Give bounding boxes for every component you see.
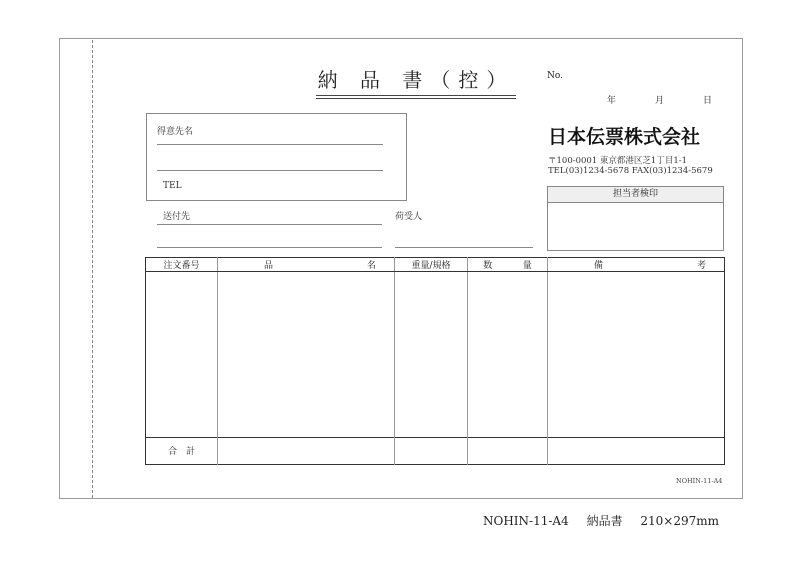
date-year-label: 年 — [607, 96, 617, 106]
total-remarks-cell — [548, 437, 725, 464]
table-total-row — [146, 437, 725, 464]
header-item-b: 名 — [366, 261, 376, 272]
seal-box — [547, 186, 724, 251]
remarks-cell[interactable] — [548, 272, 725, 438]
company-phone-fax: TEL(03)1234-5678 FAX(03)1234-5679 — [548, 166, 713, 176]
header-remarks — [548, 258, 725, 272]
caption-name: 納品書 — [586, 514, 623, 528]
items-table — [145, 257, 725, 465]
company-name: 日本伝票株式会社 — [548, 126, 701, 148]
header-qty-a: 数 — [483, 261, 493, 272]
item-name-cell[interactable] — [218, 272, 395, 438]
header-quantity — [468, 258, 548, 272]
perforation-line — [92, 40, 93, 498]
order-no-cell[interactable] — [146, 272, 218, 438]
form-title: 納 品 書（控） — [317, 68, 515, 92]
title-underline — [316, 95, 516, 96]
total-label: 合 計 — [146, 437, 218, 464]
consignee-line — [395, 247, 533, 248]
header-order-no: 注文番号 — [146, 258, 218, 272]
date-day-label: 日 — [703, 96, 713, 106]
header-weight: 重量/規格 — [395, 258, 468, 272]
title-underline-double — [316, 98, 516, 99]
ship-to-label: 送付先 — [163, 212, 191, 222]
caption-code: NOHIN-11-A4 — [483, 514, 569, 528]
customer-label: 得意先名 — [157, 127, 194, 137]
form-code: NOHIN-11-A4 — [676, 477, 723, 485]
tel-label: TEL — [163, 181, 182, 191]
header-remarks-a: 備 — [594, 261, 604, 272]
customer-box — [146, 113, 407, 201]
company-address: 〒100-0001 東京都港区芝1丁目1-1 — [548, 156, 688, 166]
bottom-caption — [483, 512, 719, 529]
header-qty-b: 量 — [522, 261, 532, 272]
consignee-label: 荷受人 — [395, 212, 423, 222]
quantity-cell[interactable] — [468, 272, 548, 438]
table-header-row — [146, 258, 725, 272]
total-quantity-cell[interactable] — [468, 437, 548, 464]
weight-cell[interactable] — [395, 272, 468, 438]
ship-to-line-2 — [157, 247, 382, 248]
seal-label: 担当者検印 — [548, 187, 723, 203]
total-item-cell — [218, 437, 395, 464]
header-item-name — [218, 258, 395, 272]
ship-to-line-1 — [157, 224, 382, 225]
table-body-row — [146, 272, 725, 438]
header-item-a: 品 — [264, 261, 274, 272]
header-remarks-b: 考 — [696, 261, 706, 272]
total-weight-cell — [395, 437, 468, 464]
customer-line-2 — [157, 170, 383, 171]
date-month-label: 月 — [655, 96, 665, 106]
customer-line-1 — [157, 144, 383, 145]
number-label: No. — [547, 71, 563, 81]
caption-size: 210×297mm — [640, 514, 720, 528]
